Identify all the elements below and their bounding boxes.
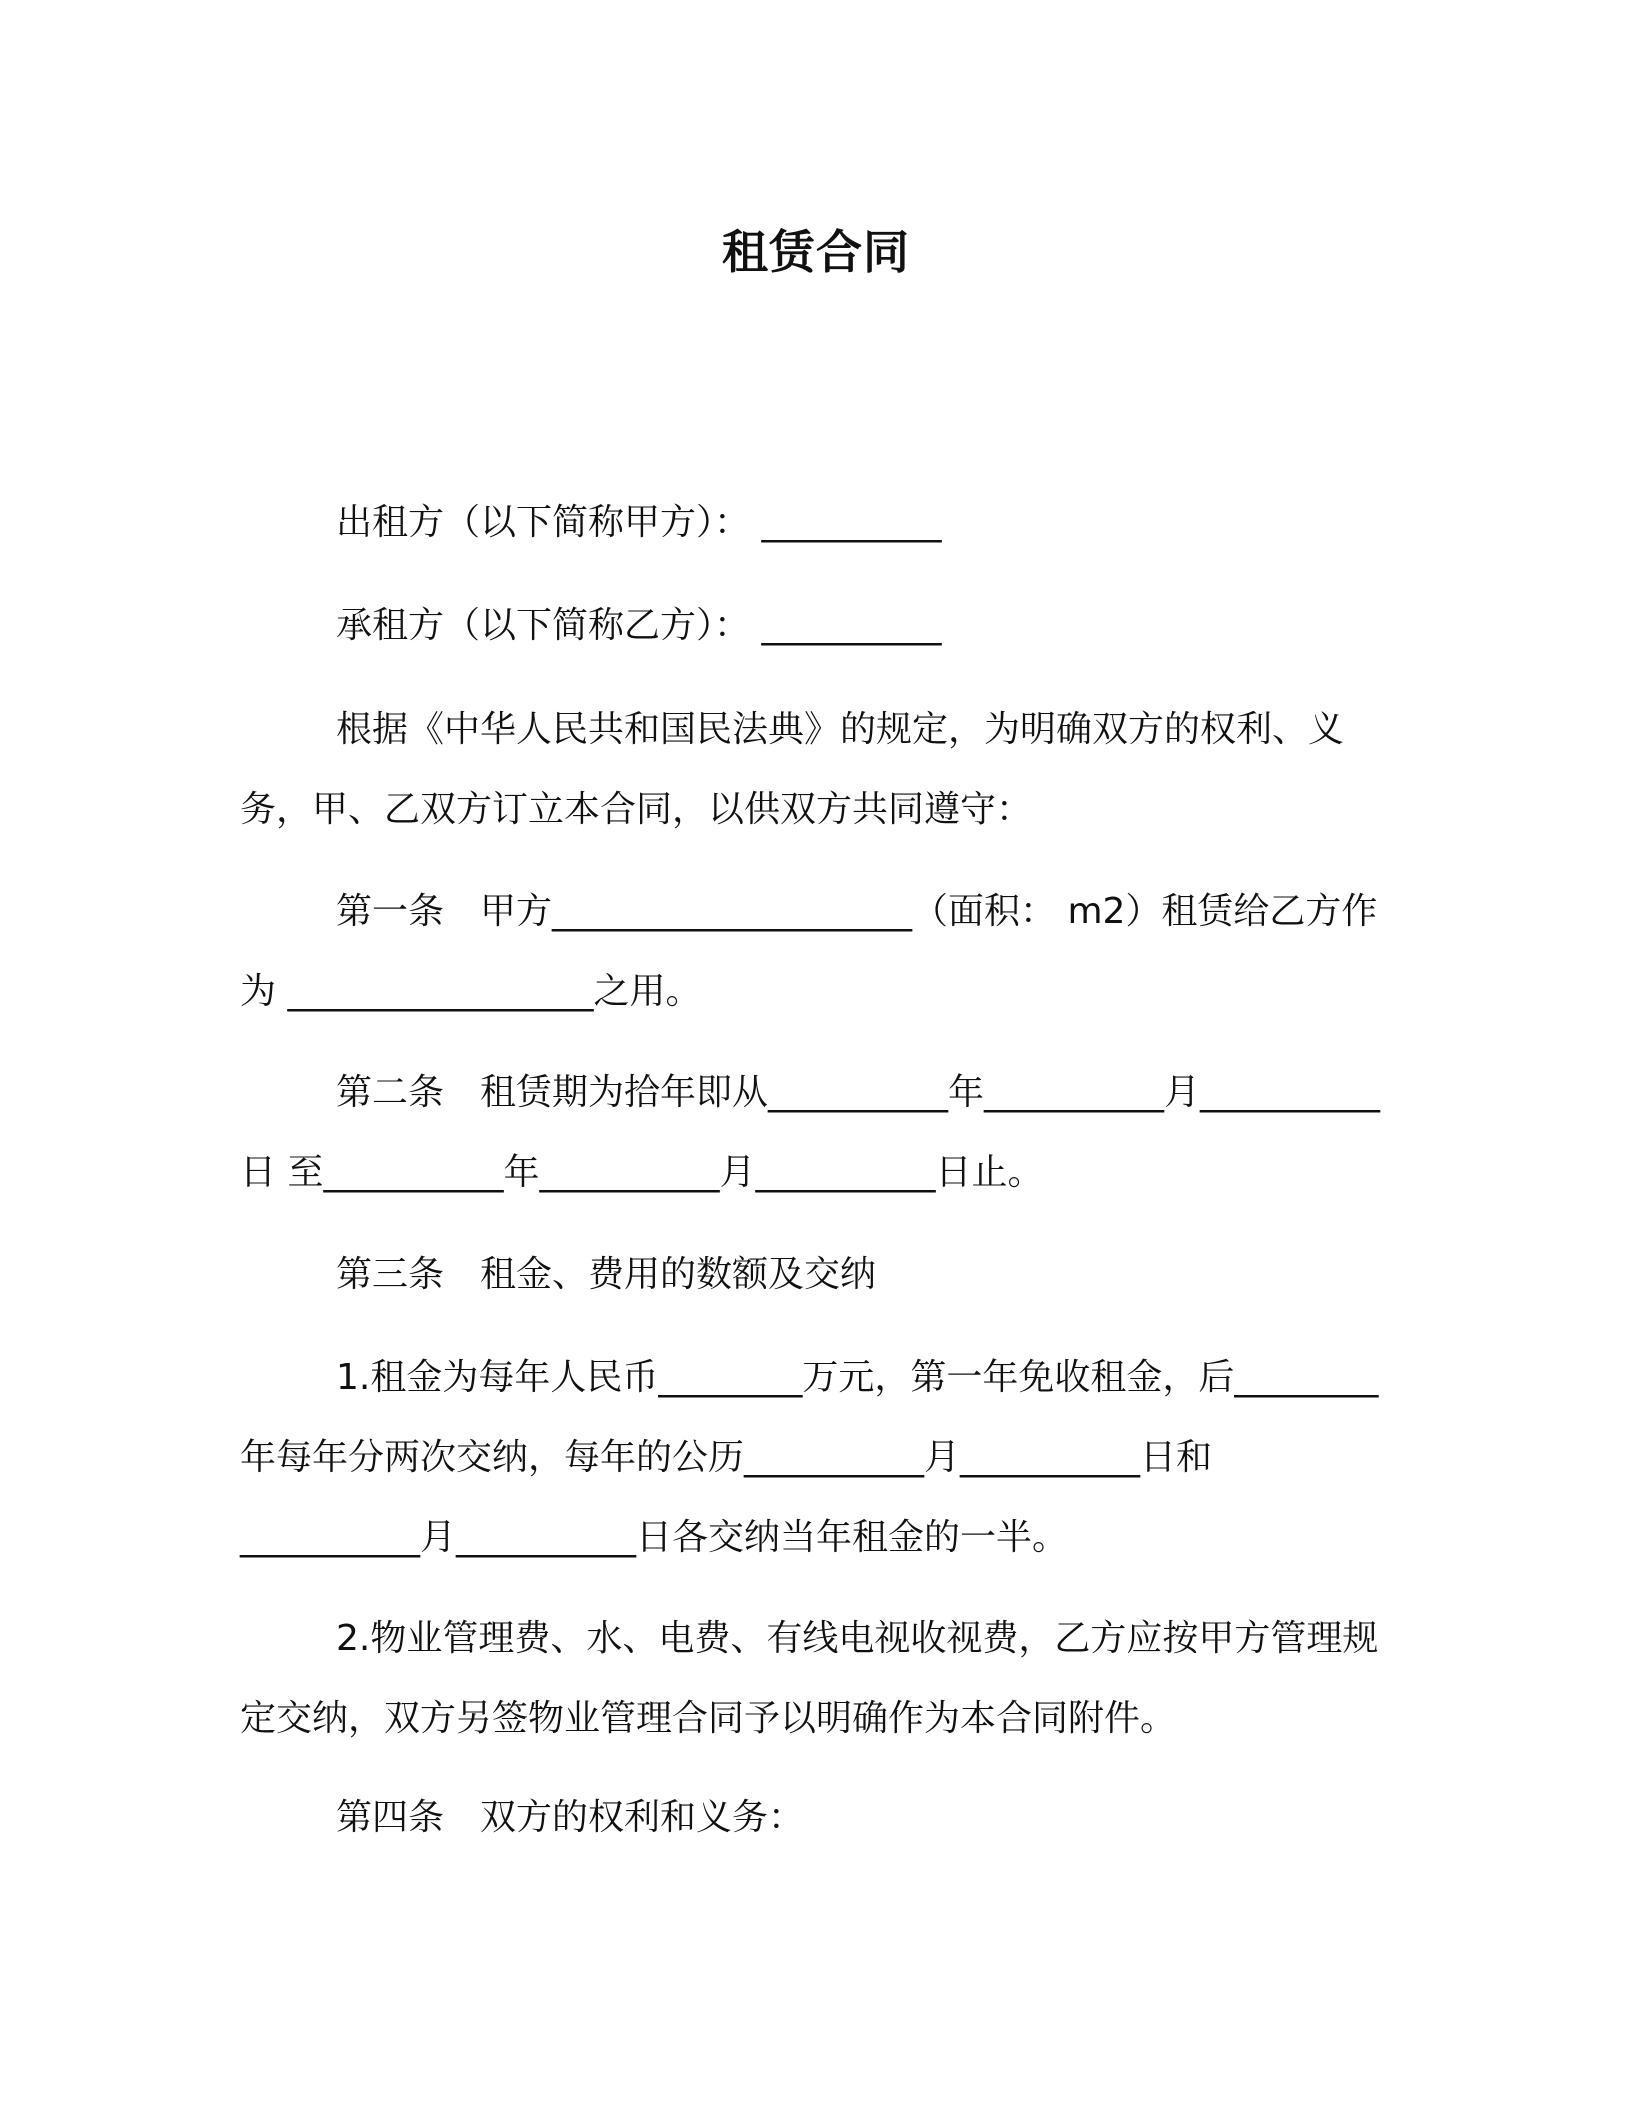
document-title: 租赁合同 xyxy=(722,225,910,279)
lessor-line: 出租方（以下简称甲方）： __________ xyxy=(336,502,942,543)
article-4-heading: 第四条 双方的权利和义务： xyxy=(336,1797,805,1838)
rent-clause-2: 2.物业管理费、水、电费、有线电视收视费，乙方应按甲方管理规定交纳，双方另签物业管理合同予以明确作为本合同附件。 xyxy=(240,1618,1379,1739)
article-2-paragraph: 第二条 租赁期为拾年即从__________年__________月__________日 至__________年__________月__________日止。 xyxy=(240,1072,1381,1193)
rent-clause-1: 1.租金为每年人民币________万元，第一年免收租金，后________年每年分两次交纳，每年的公历__________月__________日和__________月__________日各交纳当年租金的一半。 xyxy=(240,1357,1379,1558)
article-1-paragraph: 第一条 甲方____________________（面积： m2）租赁给乙方作为 _________________之用。 xyxy=(240,891,1378,1012)
lessee-line: 承租方（以下简称乙方）： __________ xyxy=(336,605,942,646)
preamble-paragraph: 根据《中华人民共和国民法典》的规定，为明确双方的权利、义务，甲、乙双方订立本合同，以供双方共同遵守： xyxy=(240,709,1345,830)
article-3-heading: 第三条 租金、费用的数额及交纳 xyxy=(336,1254,877,1295)
